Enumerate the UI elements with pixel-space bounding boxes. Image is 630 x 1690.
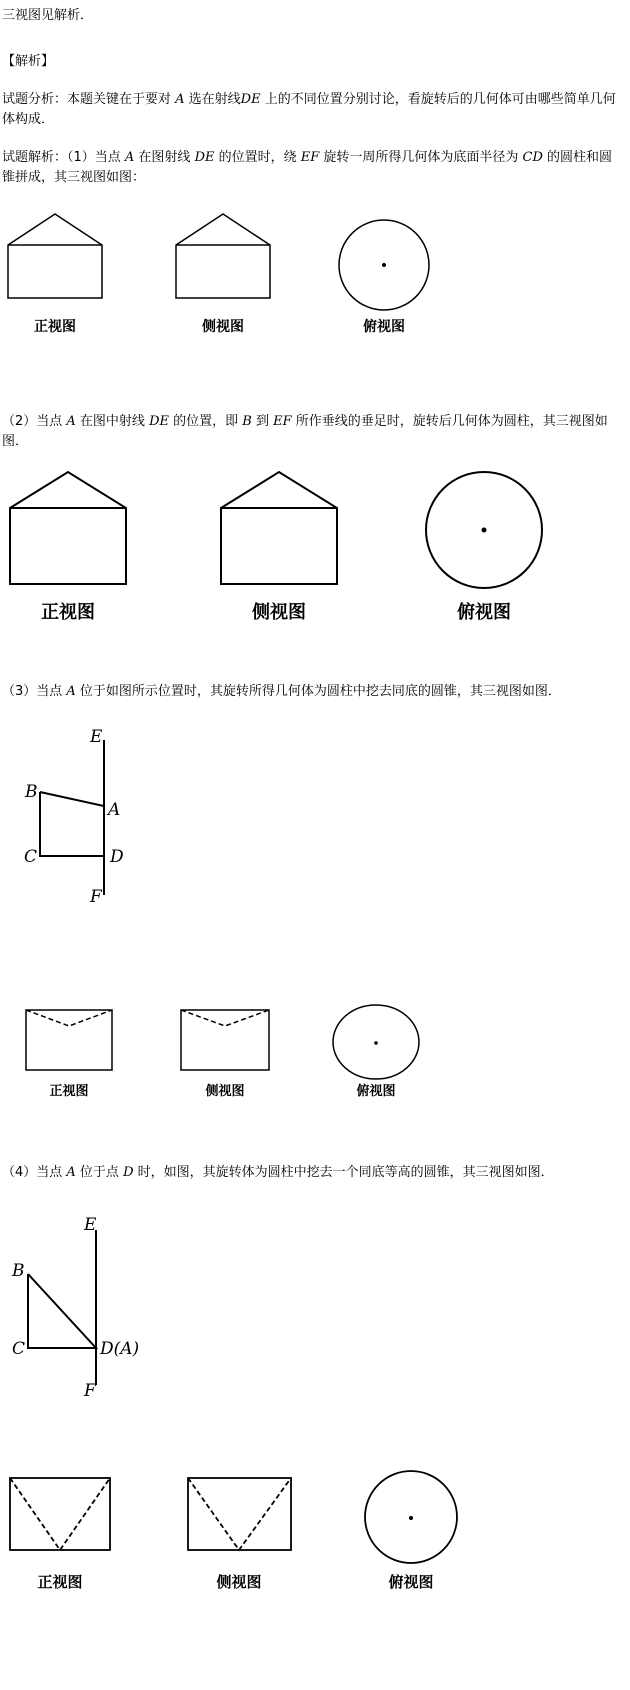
case1-three-views <box>0 200 630 350</box>
case3-front-view <box>26 1010 112 1070</box>
case2-var-ef: EF <box>273 414 292 429</box>
case3-side-view <box>181 1010 269 1070</box>
case1-text4: 旋转一周所得几何体为底面半径为 <box>319 150 523 165</box>
case3-label-c: C <box>24 847 38 867</box>
case4-top-center-dot <box>409 1516 413 1520</box>
case2-top-center-dot <box>482 528 487 533</box>
case4-side-view <box>188 1478 291 1550</box>
case4-label-b: B <box>12 1261 25 1281</box>
case3-label-a: A <box>108 800 121 820</box>
case1-text5: 的圆柱和圆锥拼成，其三视图如图： <box>2 150 613 185</box>
case3-var-a: A <box>66 684 76 699</box>
case4-text3: 时，如图，其旋转体为圆柱中挖去一个同底等高的圆锥，其三视图如图． <box>133 1165 554 1180</box>
case4-var-a: A <box>66 1165 76 1180</box>
case4-label-f: F <box>84 1381 96 1401</box>
case3-text1: （3）当点 <box>2 684 67 699</box>
analysis-suffix: 上的不同位置分别讨论，看旋转后的几何体可由哪些简单几何体构成． <box>2 92 616 127</box>
case1-text2: 在图射线 <box>134 150 195 165</box>
case3-side-caption: 侧视图 <box>205 1084 245 1099</box>
var-a: A <box>175 92 185 107</box>
case2-side-view <box>221 472 337 584</box>
case3-label-b: B <box>25 782 38 802</box>
case2-text1: （2）当点 <box>2 414 67 429</box>
case1-side-caption: 侧视图 <box>202 319 244 335</box>
case2-three-views <box>0 460 630 640</box>
case4-figure <box>0 1200 630 1400</box>
case4-var-d: D <box>123 1165 134 1180</box>
case3-figure <box>0 720 630 910</box>
case4-text1: （4）当点 <box>2 1165 67 1180</box>
solution-heading: 【解析】 <box>2 54 55 69</box>
case2-front-view <box>10 472 126 584</box>
case1-var-de: DE <box>194 150 215 165</box>
case4-label-c: C <box>12 1339 26 1359</box>
case3-top-caption: 俯视图 <box>356 1084 396 1099</box>
case3-three-views <box>0 1002 630 1112</box>
case1-front-view <box>8 214 102 298</box>
case4-triangle <box>28 1274 96 1348</box>
case4-label-da: D(A) <box>100 1339 140 1359</box>
var-de: DE <box>240 92 261 107</box>
case2-var-b: B <box>242 414 252 429</box>
case2-text2: 在图中射线 <box>75 414 150 429</box>
case1-text3: 的位置时，绕 <box>214 150 301 165</box>
case2-var-a: A <box>66 414 76 429</box>
case2-paragraph <box>2 412 617 452</box>
case4-paragraph <box>2 1163 554 1183</box>
case3-front-caption: 正视图 <box>49 1084 89 1099</box>
case3-text2: 位于如图所示位置时，其旋转所得几何体为圆柱中挖去同底的圆锥，其三视图如图． <box>75 684 561 699</box>
case2-top-caption: 俯视图 <box>457 602 511 623</box>
case3-label-e: E <box>90 727 103 747</box>
case1-var-ef: EF <box>300 150 320 165</box>
case2-front-caption: 正视图 <box>41 602 95 623</box>
case1-top-center-dot <box>382 263 386 267</box>
case2-text4: 到 <box>251 414 274 429</box>
analysis-paragraph <box>2 90 617 130</box>
case1-front-caption: 正视图 <box>34 319 76 335</box>
case3-trapezoid <box>40 792 104 856</box>
case1-text1: 试题解析：（1）当点 <box>2 150 125 165</box>
analysis-prefix: 试题分析：本题关键在于要对 <box>2 92 176 107</box>
case4-text2: 位于点 <box>75 1165 124 1180</box>
analysis-mid: 选在射线 <box>184 92 241 107</box>
case3-label-d: D <box>110 847 124 867</box>
case3-top-center-dot <box>374 1041 378 1045</box>
case2-side-caption: 侧视图 <box>252 602 306 623</box>
case2-var-de: DE <box>149 414 169 429</box>
case3-label-f: F <box>90 887 102 907</box>
case1-top-caption: 俯视图 <box>363 319 405 335</box>
case1-var-a: A <box>124 150 135 165</box>
case1-side-view <box>176 214 270 298</box>
case1-var-cd: CD <box>522 150 543 165</box>
case4-label-e: E <box>84 1215 97 1235</box>
case4-three-views <box>0 1470 630 1610</box>
case4-front-view <box>10 1478 110 1550</box>
case4-side-caption: 侧视图 <box>216 1573 262 1591</box>
case4-top-caption: 俯视图 <box>388 1573 434 1591</box>
case3-paragraph <box>2 682 561 702</box>
case2-text3: 的位置，即 <box>168 414 243 429</box>
case2-text5: 所作垂线的垂足时，旋转后几何体为圆柱，其三视图如图． <box>2 414 608 449</box>
intro-line: 三视图见解析． <box>2 8 94 23</box>
case4-front-caption: 正视图 <box>37 1573 83 1591</box>
case1-paragraph <box>2 148 617 188</box>
